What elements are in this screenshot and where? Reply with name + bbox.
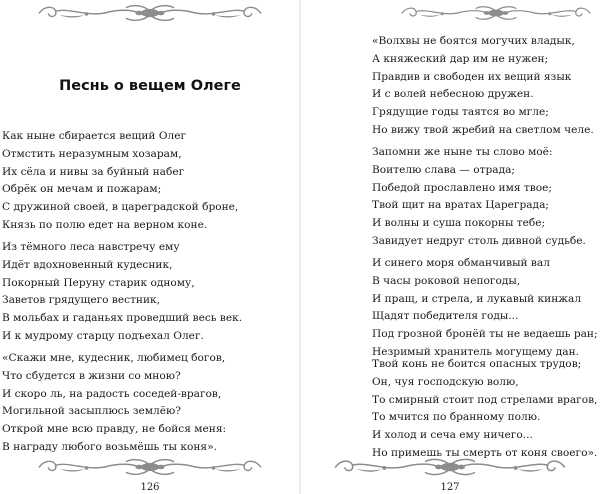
verse-line: То мчится по бранному полю. [372, 411, 541, 424]
poem-title: Песнь о вещем Олеге [59, 78, 241, 94]
verse-line: В награду любого возьмёшь ты коня». [2, 440, 217, 453]
verse-line: Твой щит на вратах Цареграда; [372, 199, 549, 212]
verse-line: Грядущие годы таятся во мгле; [372, 106, 549, 119]
verse-line: И к мудрому старцу подъехал Олег. [2, 329, 204, 342]
footer-ornament-icon [328, 457, 572, 477]
verse-line: И волны и суша покорны тебе; [372, 217, 546, 230]
verse-line: Победой прославлено имя твое; [372, 181, 552, 194]
verse-line: «Волхвы не боятся могучих владык, [372, 35, 575, 47]
verse-line: Но вижу твой жребий на светлом челе. [372, 123, 594, 136]
verse-line: То смирный стоит под стрелами врагов, [372, 393, 598, 406]
verse-line: Отмстить неразумным хозарам, [2, 147, 182, 160]
verse-line: Идёт вдохновенный кудесник, [2, 258, 173, 271]
verse-line: Открой мне всю правду, не бойся меня: [2, 423, 227, 436]
verse-line: Он, чуя господскую волю, [372, 375, 519, 388]
verse-line: Но примешь ты смерть от коня своего». [372, 446, 598, 459]
verse-line: Как ныне сбирается вещий Олег [2, 130, 187, 142]
verse-line: Что сбудется в жизни со мною? [2, 369, 181, 382]
verse-line: И скоро ль, на радость соседей-врагов, [2, 387, 222, 400]
header-ornament-icon [32, 3, 268, 23]
verse-line: «Скажи мне, кудесник, любимец богов, [2, 352, 226, 364]
verse-line: Воителю слава — отрада; [372, 163, 516, 176]
verse-line: Заветов грядущего вестник, [2, 294, 161, 307]
verse-line: С дружиной своей, в цареградской броне, [2, 201, 239, 214]
verse-line: Под грозной бронёй ты не ведаешь ран; [372, 328, 598, 341]
verse-line: Обрёк он мечам и пожарам; [2, 183, 162, 196]
page-number: 127 [440, 482, 460, 493]
verse-line: А княжеский дар им не нужен; [372, 52, 549, 65]
verse-line: В часы роковой непогоды, [372, 274, 521, 287]
verse-line: Покорный Перуну старик одному, [2, 276, 195, 289]
left-stanza-3 [2, 350, 226, 457]
verse-line: В мольбах и гаданьях проведший весь век. [2, 312, 243, 325]
verse-line: И с волей небесною дружен. [372, 88, 534, 101]
page-number: 126 [140, 482, 160, 493]
verse-line: Завидует недруг столь дивной судьбе. [372, 234, 586, 247]
right-page [300, 0, 600, 494]
verse-line: И пращ, и стрела, и лукавый кинжал [372, 292, 582, 305]
verse-line: Князь по полю едет на верном коне. [2, 218, 208, 231]
verse-line: И холод и сеча ему ничего... [372, 429, 533, 442]
verse-line: Правдив и свободен их вещий язык [372, 70, 572, 83]
header-ornament-icon [396, 3, 596, 23]
verse-line: Запомни же ныне ты слово моё: [372, 146, 553, 158]
verse-line: Из тёмного леса навстречу ему [2, 241, 180, 253]
right-stanza-4 [372, 356, 597, 463]
verse-line: Незримый хранитель могущему дан. [372, 345, 580, 358]
left-stanza-2 [2, 239, 242, 346]
verse-line: И синего моря обманчивый вал [372, 257, 550, 269]
right-stanza-2 [372, 144, 586, 251]
right-stanza-3 [372, 255, 598, 362]
left-stanza-1 [2, 128, 238, 235]
footer-ornament-icon [32, 457, 268, 477]
right-stanza-1 [372, 33, 594, 140]
verse-line: Могильной засыплюсь землёю? [2, 405, 181, 418]
verse-line: Их сёла и нивы за буйный набег [2, 165, 185, 178]
verse-line: Щадят победителя годы... [372, 310, 519, 323]
verse-line: Твой конь не боится опасных трудов; [372, 358, 582, 370]
